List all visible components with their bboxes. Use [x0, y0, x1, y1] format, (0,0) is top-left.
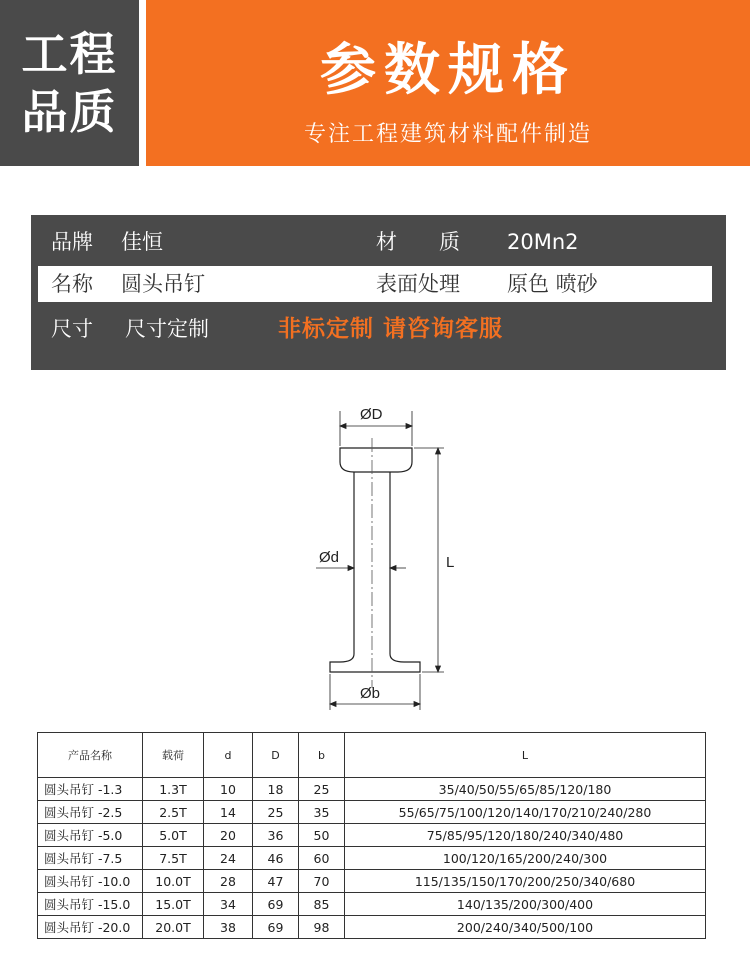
- table-row: [38, 824, 706, 847]
- cell-d: 38: [204, 916, 253, 939]
- cell-d: 34: [204, 893, 253, 916]
- cell-load: 20.0T: [143, 916, 204, 939]
- badge-line-1: 工程: [21, 27, 118, 81]
- table-row: [38, 870, 706, 893]
- cell-d: 24: [204, 847, 253, 870]
- dim-L-arrow-top: [436, 448, 441, 454]
- cell-name: 圆头吊钉 -5.0: [38, 824, 143, 847]
- cell-load: 15.0T: [143, 893, 204, 916]
- material-value: 20Mn2: [507, 230, 579, 254]
- surface-value: 原色 喷砂: [507, 272, 598, 296]
- header-L: L: [345, 733, 706, 778]
- page-subtitle: 专注工程建筑材料配件制造: [303, 122, 592, 147]
- label-D: ØD: [360, 406, 383, 423]
- dim-D-arrow-right: [406, 424, 412, 429]
- dim-b-arrow-left: [330, 702, 336, 707]
- spec-panel: [31, 215, 726, 370]
- cell-D: 46: [253, 847, 299, 870]
- cell-name: 圆头吊钉 -20.0: [38, 916, 143, 939]
- cell-D: 36: [253, 824, 299, 847]
- custom-note: 非标定制 请咨询客服: [278, 316, 504, 342]
- pin-foot: [330, 654, 420, 672]
- quality-badge: [0, 0, 139, 166]
- dim-d-arrow-left: [348, 566, 354, 571]
- cell-b: 25: [299, 778, 345, 801]
- cell-b: 85: [299, 893, 345, 916]
- label-d: Ød: [319, 549, 340, 566]
- dim-D-arrow-left: [340, 424, 346, 429]
- cell-b: 50: [299, 824, 345, 847]
- cell-D: 25: [253, 801, 299, 824]
- cell-L: 115/135/150/170/200/250/340/680: [345, 870, 706, 893]
- brand-value: 佳恒: [121, 230, 163, 254]
- cell-b: 98: [299, 916, 345, 939]
- table-row: [38, 847, 706, 870]
- label-b: Øb: [360, 685, 381, 702]
- table-row: [38, 893, 706, 916]
- cell-d: 28: [204, 870, 253, 893]
- cell-b: 35: [299, 801, 345, 824]
- cell-L: 140/135/200/300/400: [345, 893, 706, 916]
- cell-load: 1.3T: [143, 778, 204, 801]
- table-row: [38, 801, 706, 824]
- table-row: [38, 916, 706, 939]
- cell-L: 75/85/95/120/180/240/340/480: [345, 824, 706, 847]
- header-D: D: [253, 733, 299, 778]
- cell-b: 70: [299, 870, 345, 893]
- cell-L: 200/240/340/500/100: [345, 916, 706, 939]
- cell-L: 35/40/50/55/65/85/120/180: [345, 778, 706, 801]
- name-label: 名称: [51, 272, 93, 296]
- surface-label: 表面处理: [376, 272, 460, 296]
- header-product-name: 产品名称: [38, 733, 143, 778]
- parameter-table: [37, 732, 706, 939]
- badge-line-2: 品质: [21, 85, 118, 139]
- page-title: 参数规格: [320, 38, 576, 103]
- dim-d-arrow-right: [390, 566, 396, 571]
- header-d: d: [204, 733, 253, 778]
- cell-d: 10: [204, 778, 253, 801]
- cell-D: 18: [253, 778, 299, 801]
- name-value: 圆头吊钉: [121, 272, 205, 296]
- cell-name: 圆头吊钉 -1.3: [38, 778, 143, 801]
- spec-row-brand: [31, 223, 726, 261]
- cell-load: 5.0T: [143, 824, 204, 847]
- cell-D: 69: [253, 916, 299, 939]
- header-b: b: [299, 733, 345, 778]
- anchor-pin-diagram: [310, 398, 470, 714]
- table-row: [38, 778, 706, 801]
- size-value: 尺寸定制: [125, 317, 209, 341]
- cell-load: 2.5T: [143, 801, 204, 824]
- cell-name: 圆头吊钉 -15.0: [38, 893, 143, 916]
- cell-b: 60: [299, 847, 345, 870]
- cell-d: 14: [204, 801, 253, 824]
- cell-L: 100/120/165/200/240/300: [345, 847, 706, 870]
- spec-row-name: [38, 266, 712, 302]
- material-label: 材 质: [376, 230, 460, 254]
- cell-d: 20: [204, 824, 253, 847]
- cell-name: 圆头吊钉 -10.0: [38, 870, 143, 893]
- cell-D: 47: [253, 870, 299, 893]
- cell-load: 7.5T: [143, 847, 204, 870]
- dim-L-arrow-bottom: [436, 666, 441, 672]
- dim-b-arrow-right: [414, 702, 420, 707]
- cell-load: 10.0T: [143, 870, 204, 893]
- brand-label: 品牌: [51, 230, 93, 254]
- cell-D: 69: [253, 893, 299, 916]
- table-header-row: [38, 733, 706, 778]
- cell-L: 55/65/75/100/120/140/170/210/240/280: [345, 801, 706, 824]
- spec-row-size: [31, 309, 726, 347]
- title-banner: [146, 0, 750, 166]
- label-L: L: [446, 554, 455, 571]
- cell-name: 圆头吊钉 -7.5: [38, 847, 143, 870]
- size-label: 尺寸: [51, 317, 93, 341]
- pin-head-top: [340, 448, 412, 472]
- header-load: 载荷: [143, 733, 204, 778]
- cell-name: 圆头吊钉 -2.5: [38, 801, 143, 824]
